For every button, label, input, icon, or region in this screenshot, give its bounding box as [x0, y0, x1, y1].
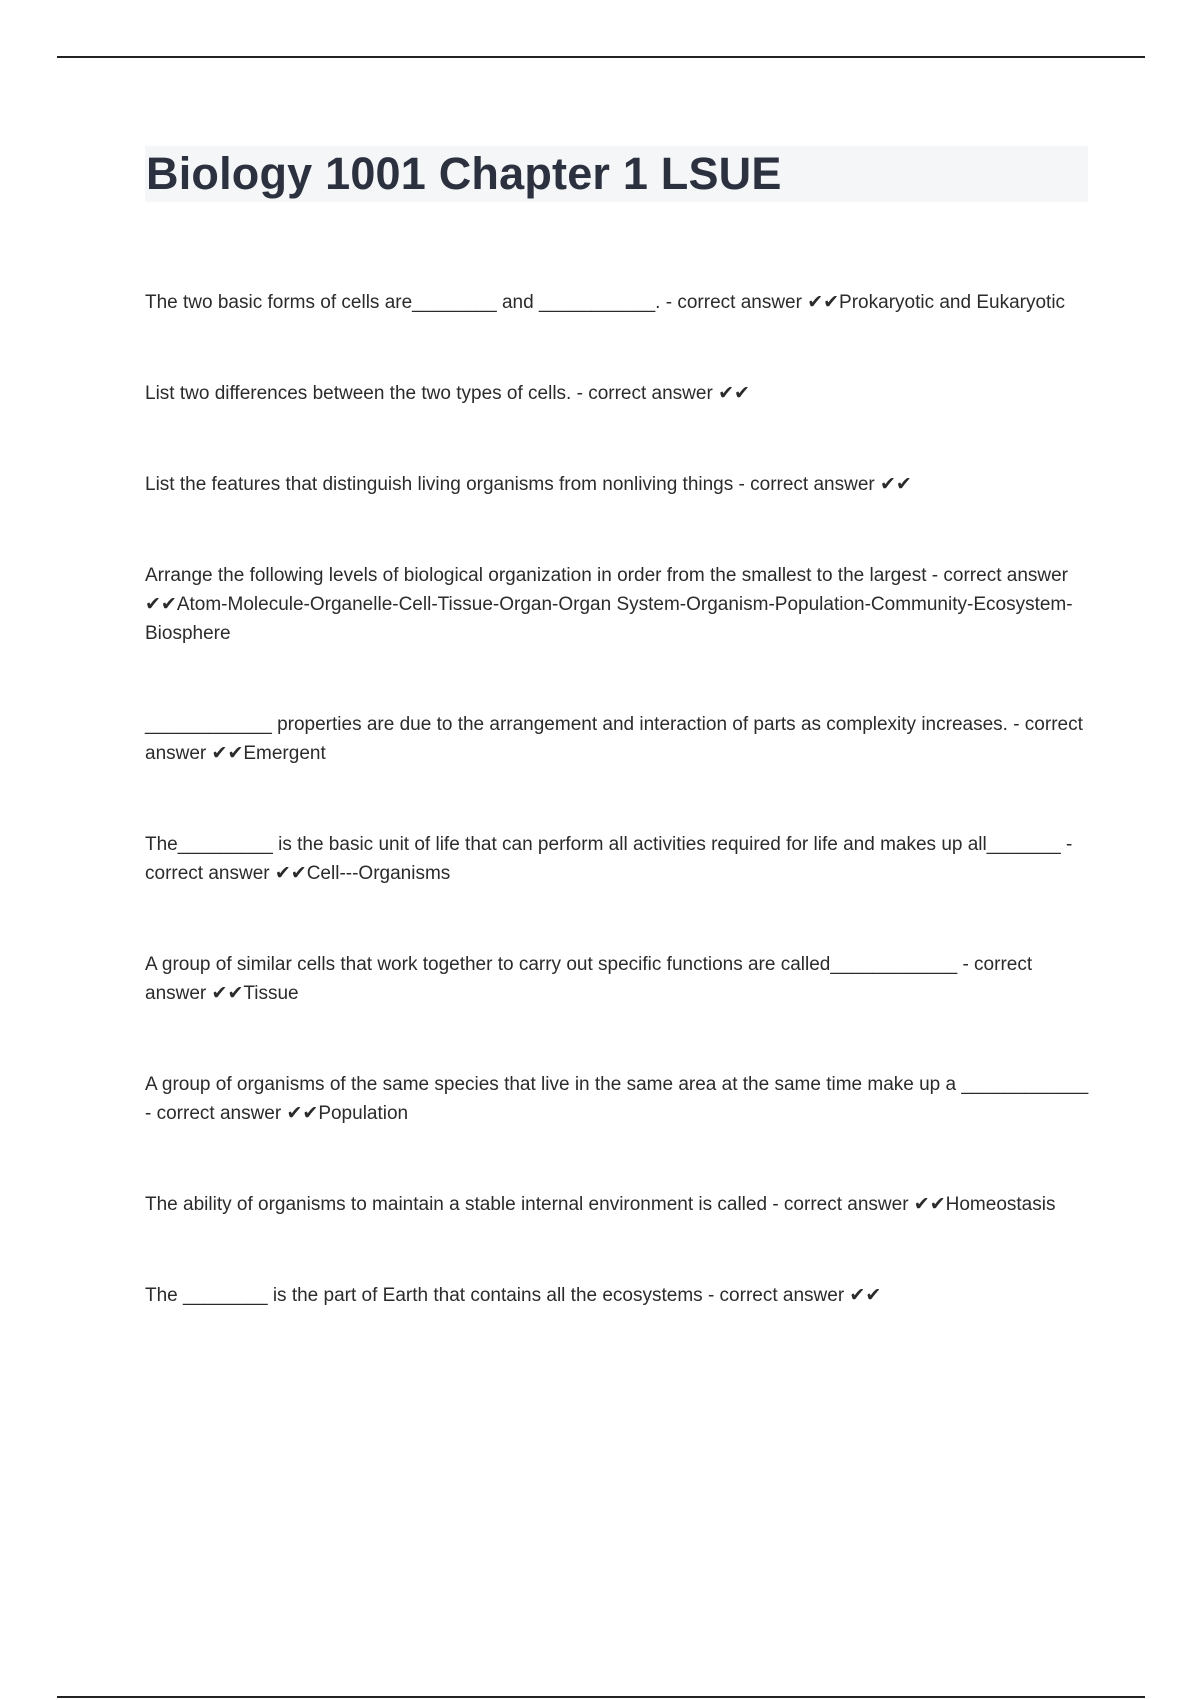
qa-item-2: List two differences between the two types of cells. - correct answer ✔✔: [145, 383, 750, 404]
qa-item-10: The ________ is the part of Earth that contains all the ecosystems - correct answer ✔✔: [145, 1285, 882, 1306]
qa-item-8: A group of organisms of the same species that live in the same area at the same time make up a ____________ - correct answer ✔✔Population: [145, 1074, 1089, 1124]
qa-item-3: List the features that distinguish living organisms from nonliving things - correct answer ✔✔: [145, 474, 912, 495]
qa-item-7: A group of similar cells that work together to carry out specific functions are called____________ - correct answer ✔✔Tissue: [145, 954, 1033, 1004]
bottom-divider: [57, 1696, 1145, 1698]
question-answer-list: [145, 288, 1090, 1310]
top-divider: [57, 56, 1145, 58]
qa-item-1: The two basic forms of cells are________ and ___________. - correct answer ✔✔Prokaryotic and Eukaryotic: [145, 292, 1066, 313]
qa-item-6: The_________ is the basic unit of life that can perform all activities required for life and makes up all_______ - correct answer ✔✔Cell---Organisms: [145, 834, 1073, 884]
qa-item-9: The ability of organisms to maintain a stable internal environment is called - correct answer ✔✔Homeostasis: [145, 1194, 1056, 1215]
document-title: Biology 1001 Chapter 1 LSUE: [146, 148, 782, 199]
qa-item-5: ____________ properties are due to the arrangement and interaction of parts as complexity increases. - correct answer ✔✔Emergent: [145, 714, 1083, 764]
qa-item-4: Arrange the following levels of biological organization in order from the smallest to the largest - correct answer ✔✔Atom-Molecule-Organelle-Cell-Tissue-Organ-Organ System-Organism-Population-Community-Ecosystem-Biosphere: [145, 565, 1073, 644]
